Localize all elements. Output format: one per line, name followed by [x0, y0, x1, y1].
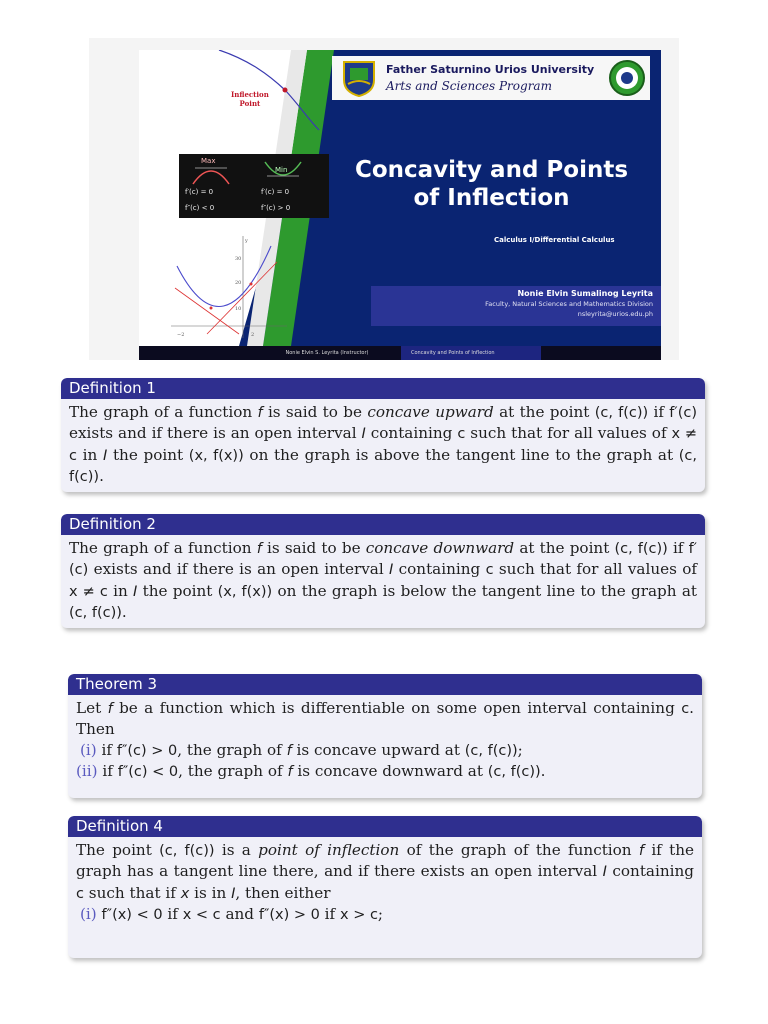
definition-4-block [68, 816, 702, 958]
definition-4-text: The point (c, f(c)) is a point of inflection of the graph of the function f if the graph has a tangent line there, and if there exists an open interval I containing c such that if x is in I, then either [76, 841, 694, 902]
slide-title-line1: Concavity and Points [354, 157, 629, 183]
theorem-3-title: Theorem 3 [68, 674, 702, 695]
inflection-label-line2: Point [239, 99, 261, 108]
concave-upward-term: concave upward [367, 403, 494, 421]
tick-x2: 2 [251, 332, 255, 338]
definition-1-block [61, 378, 705, 492]
definition-4-title: Definition 4 [68, 816, 702, 837]
author-email: nsleyrita@urios.edu.ph [577, 310, 653, 318]
tick-y10: 10 [235, 306, 242, 312]
definition-2-block [61, 514, 705, 628]
tick-y30: 30 [235, 256, 242, 262]
university-name: Father Saturnino Urios University [386, 63, 595, 76]
university-header [332, 56, 650, 100]
slide-title [319, 156, 661, 212]
inflection-point-label [231, 90, 269, 108]
parabola-graph [167, 226, 289, 342]
mini-fpp-right: f″(c) > 0 [261, 204, 291, 212]
theorem-3-item-i: (i) if f″(c) > 0, the graph of f is concave upward at (c, f(c)); [80, 740, 523, 759]
definition-2-title: Definition 2 [61, 514, 705, 535]
tick-y20: 20 [235, 280, 242, 286]
author-department: Faculty, Natural Sciences and Mathematics Division [485, 300, 653, 308]
tick-xm2: −2 [177, 332, 185, 338]
definition-1-text: The graph of a function f is said to be concave upward at the point (c, f(c)) if f′(c) exists and if there is an open interval I containing c such that for all values of x ≠ c in I the point (x, f(x)) on the graph is above the tangent line to the graph at (c, f(c)). [69, 403, 698, 485]
definition-1-title: Definition 1 [61, 378, 705, 399]
mini-fpp-left: f″(c) < 0 [185, 204, 215, 212]
max-min-panel [179, 154, 329, 218]
theorem-3-item-ii: (ii) if f″(c) < 0, the graph of f is concave downward at (c, f(c)). [76, 761, 546, 780]
footer-instructor: Nonie Elvin S. Leyrita (Instructor) [285, 350, 369, 356]
min-label: Min [275, 166, 288, 174]
definition-2-text: The graph of a function f is said to be concave downward at the point (c, f(c)) if f′(c) exists and if there is an open interval I containing c such that for all values of x ≠ c in I the point (x, f(x)) on the graph is below the tangent line to the graph at (c, f(c)). [69, 539, 697, 621]
mini-fp-right: f′(c) = 0 [261, 188, 290, 196]
max-label: Max [201, 157, 216, 165]
theorem-3-block [68, 674, 702, 798]
inflection-label-line1: Inflection [231, 90, 269, 99]
author-box [371, 286, 661, 326]
university-seal-icon [340, 58, 378, 98]
definition-2-body [61, 535, 705, 627]
title-slide [139, 50, 661, 360]
concave-downward-term: concave downward [365, 539, 515, 557]
tick-y-axis: y [245, 238, 248, 244]
definition-4-body [68, 837, 702, 929]
slide-footer [139, 346, 661, 360]
program-seal-icon [608, 59, 646, 97]
theorem-3-body [68, 695, 702, 786]
author-name: Nonie Elvin Sumalinog Leyrita [517, 289, 653, 298]
definition-4-item-i: (i) f″(x) < 0 if x < c and f″(x) > 0 if x > c; [80, 904, 384, 923]
slide-title-line2: of Inflection [413, 185, 570, 211]
definition-1-body [61, 399, 705, 491]
mini-fp-left: f′(c) = 0 [185, 188, 214, 196]
footer-topic: Concavity and Points of Inflection [401, 346, 541, 360]
slide-subtitle: Calculus I/Differential Calculus [494, 236, 615, 244]
program-name: Arts and Sciences Program [386, 79, 552, 93]
theorem-3-intro: Let f be a function which is differentiable on some open interval containing c. Then [76, 699, 694, 739]
point-of-inflection-term: point of inflection [258, 841, 400, 859]
slide-frame [89, 38, 679, 360]
